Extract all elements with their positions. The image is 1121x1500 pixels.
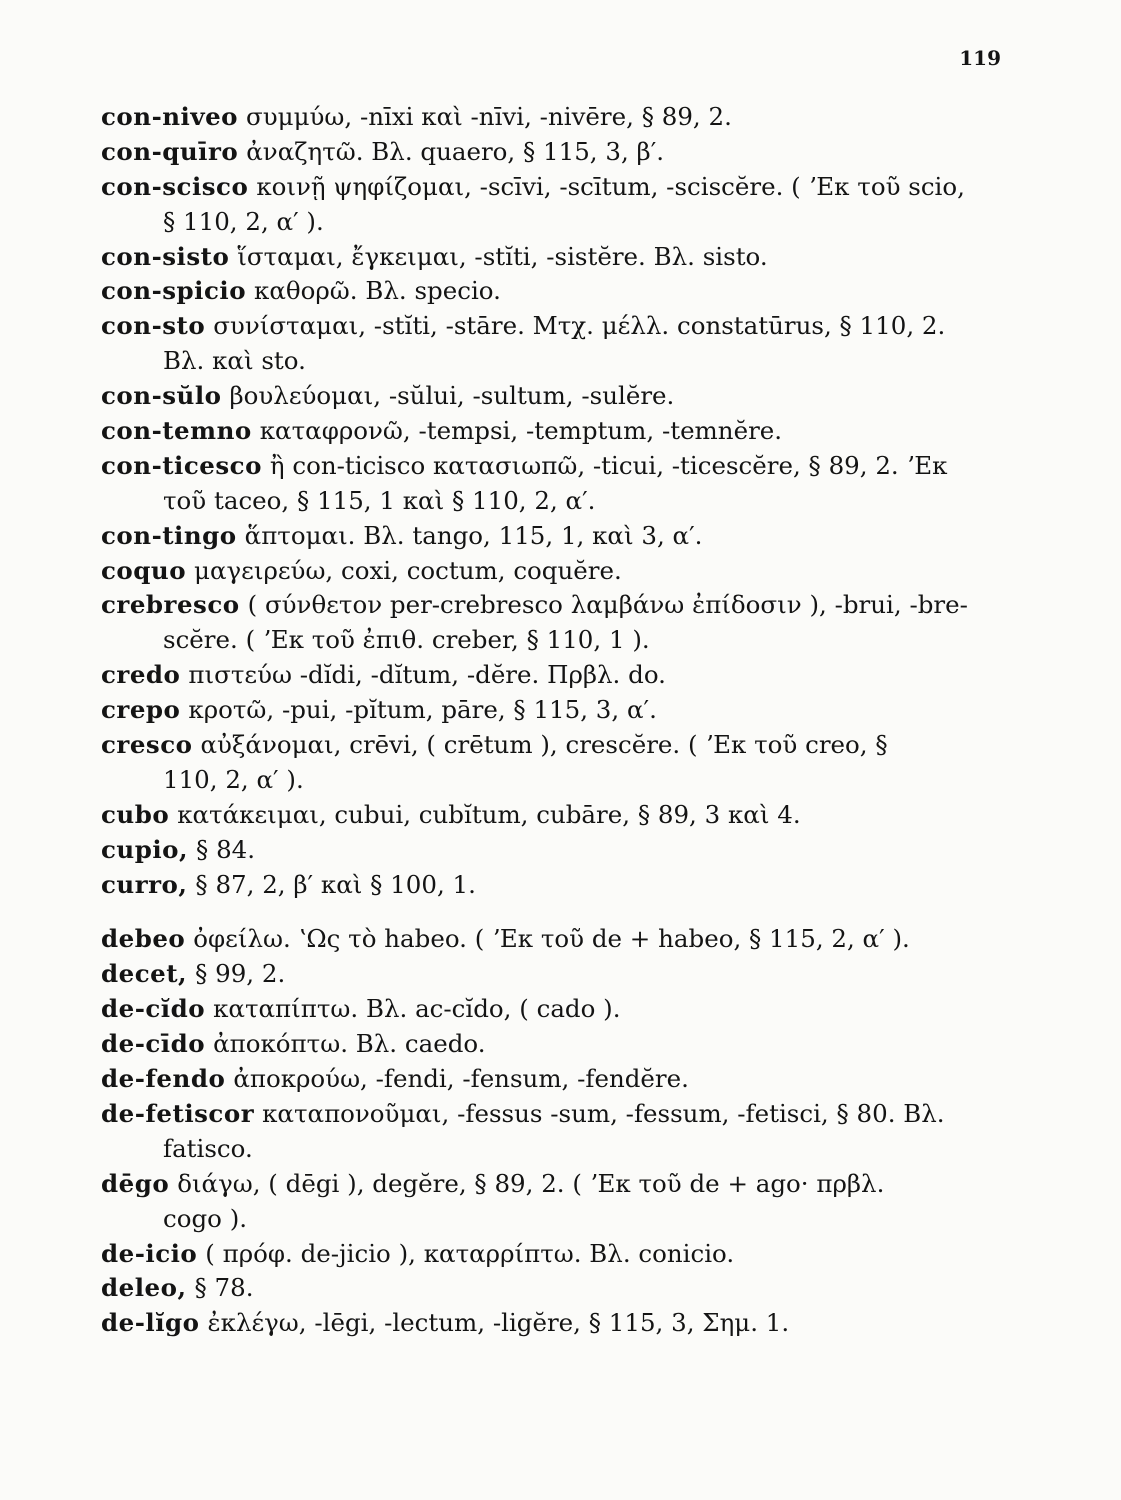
entry-line	[101, 1306, 1001, 1341]
entry-line	[101, 309, 1001, 344]
definition-text: § 84.	[196, 834, 256, 864]
entry-line	[101, 588, 1001, 623]
definition-text: καταπονοῦμαι, -fessus -sum, -fessum, -fetisci, § 80. Βλ.	[262, 1098, 945, 1128]
entry-line	[101, 992, 1001, 1027]
entry-line	[101, 833, 1001, 868]
definition-text: Βλ. καὶ sto.	[163, 346, 306, 376]
headword: decet,	[101, 959, 188, 989]
definition-text: τοῦ taceo, § 115, 1 καὶ § 110, 2, α′.	[163, 485, 596, 515]
entry-line	[101, 274, 1001, 309]
headword: coquo	[101, 555, 187, 585]
definition-text: § 99, 2.	[195, 959, 286, 989]
entry-line	[101, 414, 1001, 449]
entry-line	[101, 658, 1001, 693]
entry-line	[101, 868, 1001, 903]
headword: con-spicio	[101, 276, 247, 306]
headword: de-fetiscor	[101, 1098, 255, 1128]
definition-text: ὀφείλω. ʽΩς τὸ habeo. ( ʼΕκ τοῦ de + habeo, § 115, 2, α′ ).	[193, 924, 910, 954]
headword: de-cĭdo	[101, 994, 206, 1024]
entry-line	[101, 728, 1001, 763]
definition-text: ἵσταμαι, ἔγκειμαι, -stĭti, -sistĕre. Βλ. sisto.	[237, 241, 768, 271]
entry-continuation-line	[101, 205, 1001, 240]
definition-text: διάγω, ( dēgi ), degĕre, § 89, 2. ( ʼΕκ τοῦ de + ago· πρβλ.	[177, 1168, 885, 1198]
definition-text: fatisco.	[163, 1133, 253, 1163]
headword: crepo	[101, 695, 181, 725]
definition-text: § 87, 2, β′ καὶ § 100, 1.	[195, 869, 476, 899]
entry-line	[101, 240, 1001, 275]
headword: con-ticesco	[101, 450, 262, 480]
definition-text: κοινῇ ψηφίζομαι, -scīvi, -scītum, -sciscĕre. ( ʼΕκ τοῦ scio,	[256, 171, 965, 201]
definition-text: ἀποκόπτω. Βλ. caedo.	[213, 1029, 486, 1059]
entry-line	[101, 1271, 1001, 1306]
entry-continuation-line	[101, 484, 1001, 519]
definition-text: καταφρονῶ, -tempsi, -temptum, -temnĕre.	[259, 416, 783, 446]
definition-text: ἅπτομαι. Βλ. tango, 115, 1, καὶ 3, α′.	[244, 520, 703, 550]
entry-continuation-line	[101, 1202, 1001, 1237]
definition-text: συνίσταμαι, -stĭti, -stāre. Μτχ. μέλλ. constatūrus, § 110, 2.	[213, 311, 946, 341]
headword: con-sŭlo	[101, 381, 222, 411]
entry-line	[101, 1027, 1001, 1062]
headword: con-niveo	[101, 102, 239, 131]
entry-line	[101, 135, 1001, 170]
entry-line	[101, 1237, 1001, 1272]
section-gap	[101, 902, 1001, 922]
entry-line	[101, 379, 1001, 414]
entry-line	[101, 957, 1001, 992]
headword: crebresco	[101, 590, 240, 620]
entry-continuation-line	[101, 623, 1001, 658]
headword: cresco	[101, 730, 193, 760]
headword: credo	[101, 660, 181, 690]
entry-line	[101, 693, 1001, 728]
headword: de-lĭgo	[101, 1308, 200, 1338]
definition-text: ( σύνθετον per-crebresco λαμβάνω ἐπίδοσιν ), -brui, -bre-	[247, 590, 968, 620]
entry-line	[101, 1167, 1001, 1202]
definition-text: § 78.	[194, 1273, 254, 1303]
definition-text: scĕre. ( ʼΕκ τοῦ ἐπιθ. creber, § 110, 1 ).	[163, 625, 650, 655]
headword: de-cīdo	[101, 1029, 206, 1059]
entry-line	[101, 1097, 1001, 1132]
definition-text: αὐξάνομαι, crēvi, ( crētum ), crescĕre. ( ʼΕκ τοῦ creo, §	[200, 730, 888, 760]
headword: con-quīro	[101, 136, 239, 166]
headword: dēgo	[101, 1168, 170, 1198]
definition-text: § 110, 2, α′ ).	[163, 206, 324, 236]
definition-text: 110, 2, α′ ).	[163, 764, 304, 794]
definition-text: πιστεύω -dĭdi, -dĭtum, -dĕre. Πρβλ. do.	[188, 660, 666, 690]
page-number: 119	[959, 46, 1001, 70]
entry-continuation-line	[101, 344, 1001, 379]
definition-text: ἀναζητῶ. Βλ. quaero, § 115, 3, β′.	[246, 136, 665, 166]
headword: con-scisco	[101, 171, 249, 201]
definition-text: κροτῶ, -pui, -pĭtum, pāre, § 115, 3, α′.	[188, 695, 657, 725]
definition-text: καταπίπτω. Βλ. ac-cĭdo, ( cado ).	[213, 994, 621, 1024]
definition-text: κατάκειμαι, cubui, cubĭtum, cubāre, § 89, 3 καὶ 4.	[177, 799, 801, 829]
entry-line	[101, 100, 1001, 135]
entry-line	[101, 1062, 1001, 1097]
headword: con-tingo	[101, 520, 237, 550]
definition-text: καθορῶ. Βλ. specio.	[254, 276, 501, 306]
definition-text: συμμύω, -nīxi καὶ -nīvi, -nivēre, § 89, 2.	[246, 102, 732, 131]
definition-text: ( πρόφ. de-jicio ), καταρρίπτω. Βλ. conicio.	[205, 1238, 735, 1268]
headword: debeo	[101, 924, 186, 954]
dictionary-entries	[101, 100, 1001, 1341]
entry-line	[101, 554, 1001, 589]
entry-line	[101, 798, 1001, 833]
headword: con-temno	[101, 416, 252, 446]
entry-line	[101, 922, 1001, 957]
definition-text: μαγειρεύω, coxi, coctum, coquĕre.	[194, 555, 622, 585]
entry-line	[101, 449, 1001, 484]
headword: con-sto	[101, 311, 206, 341]
definition-text: cogo ).	[163, 1203, 248, 1233]
definition-text: βουλεύομαι, -sŭlui, -sultum, -sulĕre.	[229, 381, 675, 411]
definition-text: ἐκλέγω, -lēgi, -lectum, -ligĕre, § 115, 3, Σημ. 1.	[207, 1308, 790, 1338]
entry-continuation-line	[101, 763, 1001, 798]
headword: deleo,	[101, 1273, 187, 1303]
entry-continuation-line	[101, 1132, 1001, 1167]
headword: cubo	[101, 799, 170, 829]
definition-text: ἢ con-ticisco κατασιωπῶ, -ticui, -ticescĕre, § 89, 2. ʼΕκ	[269, 450, 948, 480]
headword: cupio,	[101, 834, 189, 864]
entry-line	[101, 519, 1001, 554]
headword: de-icio	[101, 1238, 198, 1268]
headword: con-sisto	[101, 241, 230, 271]
headword: de-fendo	[101, 1064, 226, 1094]
headword: curro,	[101, 869, 188, 899]
entry-line	[101, 170, 1001, 205]
definition-text: ἀποκρούω, -fendi, -fensum, -fendĕre.	[233, 1064, 689, 1094]
